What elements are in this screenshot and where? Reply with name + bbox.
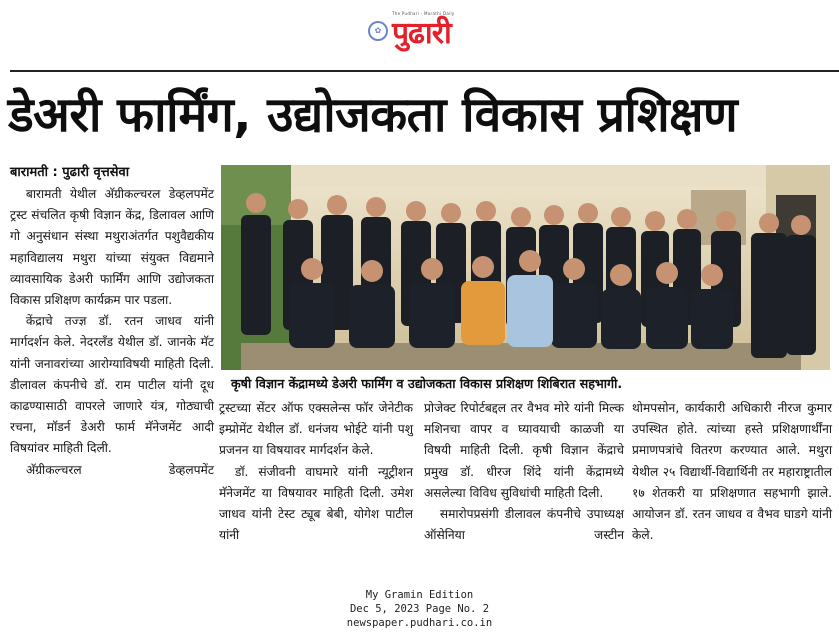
paragraph: समारोपप्रसंगी डीलावल कंपनीचे उपाध्यक्ष ऑसेनिया जस्टीन (424, 507, 624, 543)
paragraph: अ‍ॅग्रीकल्चरल डेव्हलपमेंट (25, 462, 214, 477)
edition-date-page: Dec 5, 2023 Page No. 2 (349, 603, 490, 615)
paragraph: डॉ. संजीवनी वाघमारे यांनी न्यूट्रीशन मॅनेजमेंट या विषयावर माहिती दिली. उमेश जाधव यांनी टेस्ट ट्यूब बेबी, योगेश पाटील यांनी (219, 464, 413, 543)
masthead (0, 0, 839, 62)
masthead-divider (10, 70, 839, 72)
article-column-2 (219, 398, 413, 546)
headline: डेअरी फार्मिंग, उद्योजकता विकास प्रशिक्षण (8, 87, 738, 143)
paragraph: प्रोजेक्ट रिपोर्टबद्दल तर वैभव मोरे यांनी मिल्क मशिनचा वापर व घ्यावयाची काळजी या विषयी माहिती दिली. कृषी विज्ञान केंद्राचे प्रमुख डॉ. धीरज शिंदे यांनी केंद्रामध्ये असलेल्या विविध सुविधांची माहिती दिली. (424, 401, 624, 500)
article-column-3 (424, 398, 624, 546)
edition-name: My Gramin Edition (365, 589, 474, 601)
paragraph: थोमपसोन, कार्यकारी अधिकारी नीरज कुमार उपस्थित होते. त्यांच्या हस्ते प्रशिक्षणार्थींना प्रमाणपत्रांचे वितरण करण्यात आले. मथुरा येथील २५ विद्यार्थी-विद्यार्थिनी तर महाराष्ट्रातील १७ शेतकरी या प्रशिक्षणात सहभागी झाले. आयोजन डॉ. रतन जाधव व वैभव घाडगे यांनी केले. (632, 401, 832, 543)
edition-url[interactable]: newspaper.pudhari.co.in (346, 617, 493, 629)
page-footer (300, 588, 539, 630)
logo-wordmark: पुढारी (392, 16, 451, 51)
logo-tagline: The Pudhari - Marathi Daily (392, 11, 455, 16)
seal-icon: ✿ (368, 21, 388, 41)
article-column-4 (632, 398, 832, 546)
byline: बारामती : पुढारी वृत्तसेवा (10, 165, 130, 180)
paragraph: ट्रस्टच्या सेंटर ऑफ एक्सलेन्स फॉर जेनेटीक इम्प्रोमेंट येथील डॉ. धनंजय भोईटे यांनी पशु प्रजनन या विषयावर मार्गदर्शन केले. (219, 401, 413, 458)
logo-block (392, 11, 455, 51)
news-photo[interactable] (221, 165, 830, 370)
logo[interactable] (368, 6, 455, 56)
paragraph: केंद्राचे तज्ज्ञ डॉ. रतन जाधव यांनी मार्गदर्शन केले. नेदरलँड येथील डॉ. जानके मॅट यांनी जनावरांच्या आरोग्याविषयी माहिती दिली. डीलावल कंपनीचे डॉ. राम पाटील यांनी दूध काढण्यासाठी वापरले जाणारे यंत्र, गोठ्याची रचना, मॉडर्न डेअरी फार्म मॅनेजमेंट आदी विषयांवर माहिती दिली. (10, 314, 214, 456)
photo-caption: कृषी विज्ञान केंद्रामध्ये डेअरी फार्मिंग व उद्योजकता विकास प्रशिक्षण शिबिरात सहभागी. (231, 376, 623, 391)
group-photo-illustration (221, 165, 830, 370)
article-column-1 (10, 184, 214, 481)
paragraph: बारामती येथील अ‍ॅग्रीकल्चरल डेव्हलपमेंट ट्रस्ट संचलित कृषी विज्ञान केंद्र, डिलावल आणि गो अनुसंधान संस्था मथुराअंतर्गत पशुवैद्यकीय महाविद्यालय मथुरा यांच्या संयुक्त विद्यमाने व्यावसायिक डेअरी फार्मिंग आणि उद्योजकता विकास प्रशिक्षण कार्यक्रम पार पडला. (10, 187, 214, 308)
